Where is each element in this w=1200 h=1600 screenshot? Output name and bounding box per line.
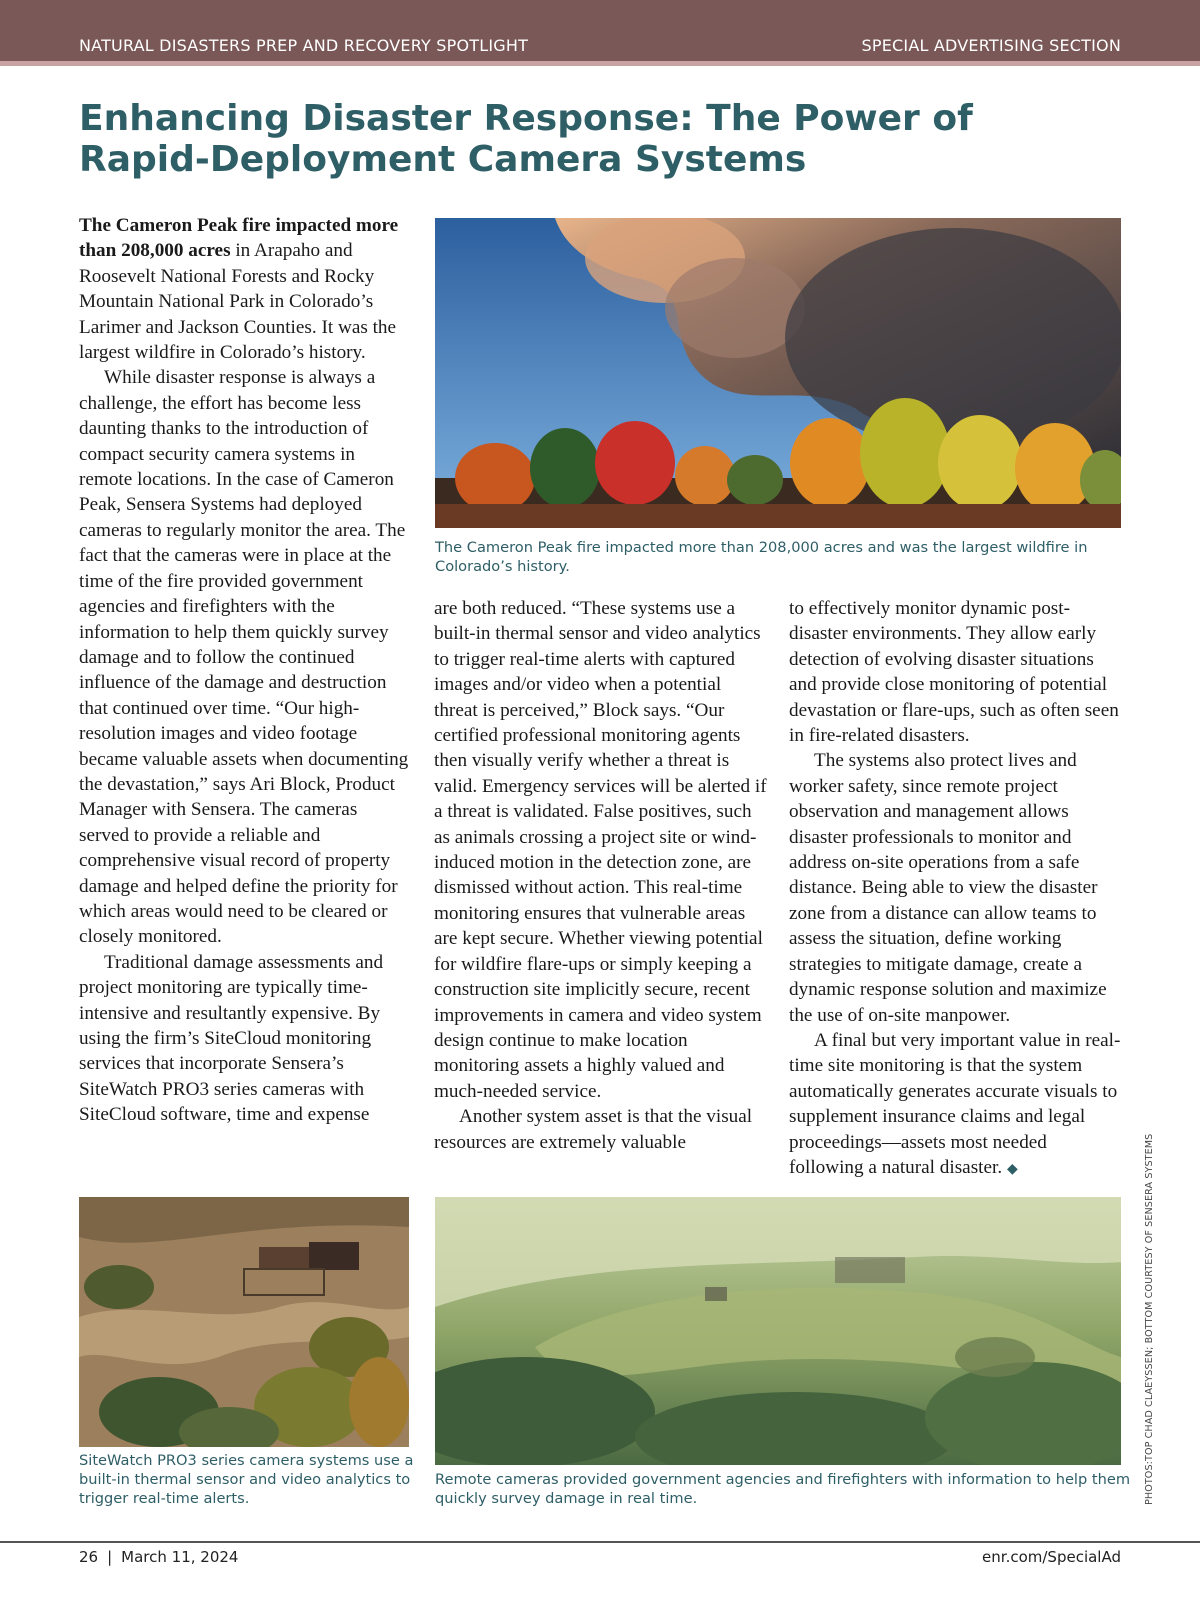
wildfire-smoke-illustration — [435, 218, 1121, 528]
ranch-aerial-photo — [79, 1197, 409, 1447]
wildfire-smoke-photo — [435, 218, 1121, 528]
article-paragraph-4: Another system asset is that the visual resources are extremely valuable — [434, 1106, 753, 1153]
footer-rule — [0, 1541, 1200, 1543]
lead-sentence: The Cameron Peak fire impacted more than 208,000 acres — [79, 215, 399, 262]
remote-camera-photo — [435, 1197, 1121, 1465]
footer-page-info — [79, 1548, 238, 1566]
article-paragraph-5: The systems also protect lives and worker safety, since remote project observation and management allows disaster professionals to monitor and address on-site operations from a safe distance. Being able to view the disaster zone from a distance can allow teams to assess the situation, define working strategies to mitigate damage, create a dynamic response solution and maximize the use of on-site manpower. — [789, 750, 1107, 1026]
photo-credit: PHOTOS:TOP CHAD CLAEYSSEN; BOTTOM COURTESY OF SENSERA SYSTEMS — [1144, 1133, 1155, 1505]
footer-url: enr.com/SpecialAd — [982, 1548, 1121, 1566]
article-column-1 — [79, 213, 409, 1128]
issue-date: March 11, 2024 — [121, 1548, 239, 1566]
bottom-right-photo-caption: Remote cameras provided government agencies and firefighters with information to help them quickly survey damage in real time. — [435, 1471, 1131, 1507]
article-paragraph-1 — [79, 213, 409, 365]
closing-sentence: A final but very important value in real-time site monitoring is that the system automatically generates accurate visuals to supplement insurance claims and legal proceedings—assets most needed following a natural disaster. — [789, 1029, 1121, 1178]
section-title: NATURAL DISASTERS PREP AND RECOVERY SPOTLIGHT — [79, 36, 529, 55]
top-photo-caption: The Cameron Peak fire impacted more than 208,000 acres and was the largest wildfire in Colorado’s history. — [435, 539, 1088, 575]
article-paragraph-3-continued: are both reduced. “These systems use a built-in thermal sensor and video analytics to trigger real-time alerts with captured images and/or video when a potential threat is perceived,” Block says. “Our certified professional monitoring agents then visually verify whether a threat is valid. Emergency services will be alerted if a threat is validated. False positives, such as animals crossing a project site or wind-induced motion in the detection zone, are dismissed without action. This real-time monitoring ensures that vulnerable areas are kept secure. Whether viewing potential for wildfire flare-ups or simply keeping a construction site implicitly secure, recent improvements in camera and video system design continue to make location monitoring assets a highly valued and much-needed service. — [434, 598, 767, 1102]
article-paragraph-2: While disaster response is always a challenge, the effort has become less daunting thanks to the introduction of compact security camera systems in remote locations. In the case of Cameron Peak, Sensera Systems had deployed cameras to regularly monitor the area. The fact that the cameras were in place at the time of the fire provided government agencies and firefighters with the information to help them quickly survey damage and to follow the continued influence of the damage and destruction that continued over time. “Our high-resolution images and video footage became valuable assets when documenting the devastation,” says Ari Block, Product Manager with Sensera. The cameras served to provide a reliable and comprehensive visual record of property damage and helped define the priority for which areas would need to be cleared or closely monitored. — [79, 367, 409, 948]
page-number: 26 — [79, 1548, 99, 1566]
remote-camera-illustration — [435, 1197, 1121, 1465]
footer-separator: | — [107, 1548, 113, 1566]
article-paragraph-4-continued: to effectively monitor dynamic post-disaster environments. They allow early detection of evolving disaster situations and provide close monitoring of potential devastation or flare-ups, such as often seen in fire-related disasters. — [789, 598, 1119, 747]
ranch-aerial-illustration — [79, 1197, 409, 1447]
bottom-left-photo-caption: SiteWatch PRO3 series camera systems use a built-in thermal sensor and video analytics to trigger real-time alerts. — [79, 1452, 414, 1507]
lead-continuation: in Arapaho and Roosevelt National Forests and Rocky Mountain National Park in Colorado’s Larimer and Jackson Counties. It was the largest wildfire in Colorado’s history. — [79, 240, 397, 364]
article-column-2 — [434, 596, 768, 1155]
article-paragraph-6 — [789, 1028, 1123, 1182]
end-mark-icon: ◆ — [1006, 1161, 1018, 1177]
advertising-label: SPECIAL ADVERTISING SECTION — [861, 36, 1121, 55]
article-column-3 — [789, 596, 1123, 1182]
article-headline: Enhancing Disaster Response: The Power of Rapid-Deployment Camera Systems — [79, 98, 973, 180]
article-paragraph-3: Traditional damage assessments and project monitoring are typically time-intensive and resultantly expensive. By using the firm’s SiteCloud monitoring services that incorporate Sensera’s SiteWatch PRO3 series cameras with SiteCloud software, time and expense — [79, 951, 384, 1126]
section-header-bar — [0, 0, 1200, 66]
